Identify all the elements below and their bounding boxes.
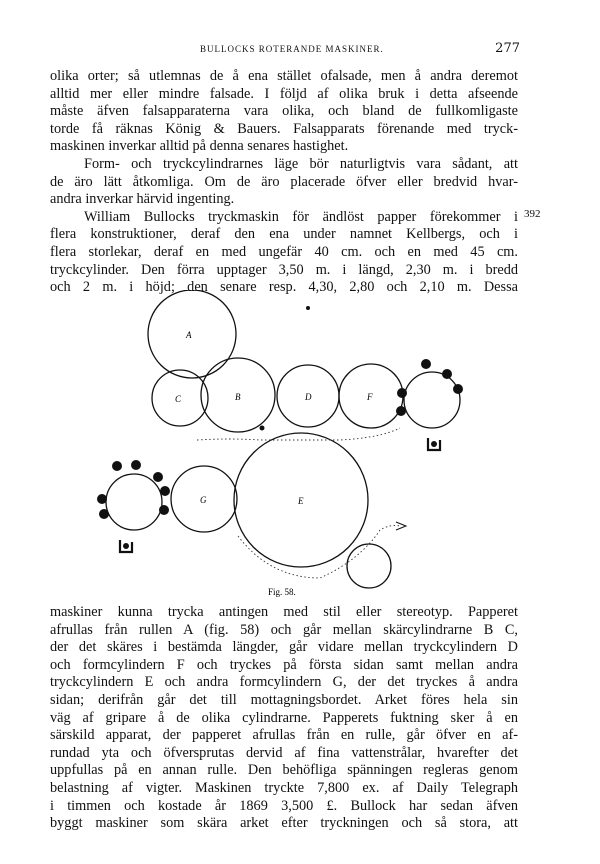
gripper-dot <box>397 388 407 398</box>
label-f: F <box>367 392 373 402</box>
figure-caption: Fig. 58. <box>268 587 296 597</box>
text-line: flera storlekar, deraf en med ungefär 40 cm. och en med 45 cm. <box>50 243 518 260</box>
gripper-dot <box>160 486 170 496</box>
gripper-dot <box>153 472 163 482</box>
label-g: G <box>200 495 207 505</box>
gripper-cylinder-right <box>404 372 460 428</box>
text-line: torde få räknas König & Bauers. Falsapparats förenande med tryck- <box>50 120 518 137</box>
text-line: alltid mer eller mindre falsade. I följd af olika bruk i detta afseende <box>50 85 518 102</box>
text-line: afrullas från rullen A (fig. 58) och går mellan skärcylindrarne B C, <box>50 621 518 638</box>
text-line: särskild apparat, der papperet afrullas från en rulle, går öfver en af- <box>50 727 518 744</box>
text-line: Form- och tryckcylindrarnes läge bör naturligtvis vara sådant, att <box>84 155 518 172</box>
text-line: der det skäres i bestämda längder, går vidare mellan tryckcylindern D <box>50 639 518 656</box>
text-line: maskinen inverkar alltid på denna senares hastighet. <box>50 138 349 155</box>
text-line: och 2 m. i höjd; den senare resp. 4,30, 2,80 och 2,10 m. Dessa <box>50 279 518 296</box>
gripper-dot <box>453 384 463 394</box>
label-a: A <box>186 330 192 340</box>
cylinder-a <box>148 290 236 378</box>
margin-note: 392 <box>524 208 541 220</box>
gripper-dot <box>159 505 169 515</box>
text-line: rundad yta och öfversprutas dervid af fina vattenstrålar, hvarefter det <box>50 744 518 761</box>
gripper-dot <box>306 306 310 310</box>
text-line: väg af gripare å de olika cylindrarne. Papperets fuktning sker å en <box>50 709 518 726</box>
gripper-dot <box>99 509 109 519</box>
gripper-dot <box>112 461 122 471</box>
gripper-dot <box>97 494 107 504</box>
paper-arrow <box>396 522 406 530</box>
label-c: C <box>175 394 182 404</box>
page-header <box>50 41 520 60</box>
running-title: BULLOCKS ROTERANDE MASKINER. <box>200 44 384 54</box>
label-d: D <box>305 392 312 402</box>
bracket-dot <box>431 441 437 447</box>
bracket-dot <box>123 543 129 549</box>
text-line: byggt maskiner som skära arket efter tryckningen och så stora, att <box>50 815 518 832</box>
text-line: tryckcylindern E och andra formcylindern G, der det tryckes å andra <box>50 674 518 691</box>
gripper-dot <box>442 369 452 379</box>
text-line: de äro lätt åtkomliga. Om de äro placerade öfver eller bredvid hvar- <box>50 173 518 190</box>
gripper-dot <box>260 426 265 431</box>
paper-path-lower <box>238 526 400 579</box>
paragraph-bottom <box>50 604 518 833</box>
text-line: måste äfven falsapparaterna vara olika, och bland de fullkomligaste <box>50 103 518 120</box>
text-line: sidan; derifrån går det till mottagningsbordet. Arket föres hela sin <box>50 691 518 708</box>
gripper-cylinder-left <box>106 474 162 530</box>
figure-58 <box>0 290 600 602</box>
gripper-dot <box>396 406 406 416</box>
text-line: flera konstruktioner, deraf den ena under namnet Kellbergs, och i <box>50 226 518 243</box>
text-line: maskiner kunna trycka antingen med stil eller stereotyp. Papperet <box>50 604 518 620</box>
text-line: belastning af vigter. Maskinen tryckte 7,800 ex. af Daily Telegraph <box>50 779 518 796</box>
text-line: William Bullocks tryckmaskin för ändlöst papper förekommer i <box>84 208 518 225</box>
gripper-dot <box>131 460 141 470</box>
text-line: tryckcylinder. Den förra upptager 3,50 m. i längd, 2,30 m. i bredd <box>50 261 518 278</box>
label-e: E <box>298 496 304 506</box>
page-number: 277 <box>495 41 520 56</box>
text-line: andra inverkar härvid ingenting. <box>50 191 235 208</box>
label-b: B <box>235 392 241 402</box>
paragraph-top <box>50 68 518 297</box>
text-line: och formcylindern F och tryckes på första sidan samt mellan andra <box>50 656 518 673</box>
text-line: i timmen och kostade år 1869 3,500 £. Bullock har sedan äfven <box>50 797 518 814</box>
gripper-dot <box>421 359 431 369</box>
text-line: uppfullas på en annan rulle. Den behöfliga spänningen regleras genom <box>50 762 518 779</box>
delivery-cylinder <box>347 544 391 588</box>
text-line: olika orter; så utlemnas de å ena stället ofalsade, men å andra deremot <box>50 68 518 84</box>
